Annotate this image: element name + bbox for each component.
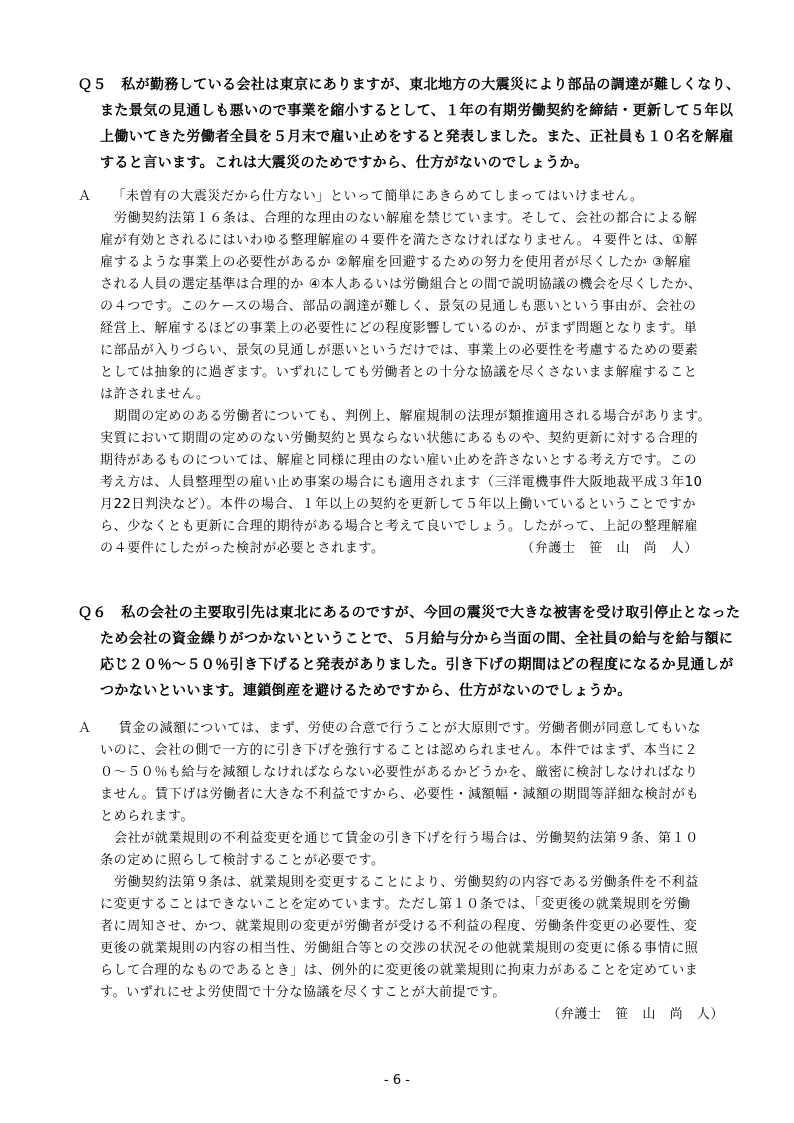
q5-line: 上働いてきた労働者全員を５月末で雇い止めをすると発表しました。また、正社員も１０名を解雇 [100,129,734,145]
question-q6 [78,600,741,704]
a6-line: 会社が就業規則の不利益変更を通じて賃金の引き下げを行う場合は、労働契約法第９条、第１０ [114,831,699,846]
q6-line: つかないといいます。連鎖倒産を避けるためですから、仕方がないのでしょうか。 [100,683,632,699]
a5-line: 実質において期間の定めのない労働契約と異ならない状態にあるものや、契約更新に対する合理的 [100,431,699,446]
a5-line: 期間の定めのある労働者についても、判例上、解雇規制の法理が類推適用される場合があります。 [114,409,712,424]
a6-line: に変更することはできないことを定めています。ただし第１０条では、「変更後の就業規則を労働 [100,897,691,912]
a5-line: される人員の選定基準は合理的か ④本人あるいは労働組合との間で説明協議の機会を尽くしたか、 [100,277,702,292]
author-signature: （弁護士 笹 山 尚 人） [547,1007,724,1022]
answer-a5 [78,186,738,560]
a5-line: 労働契約法第１６条は、合理的な理由のない解雇を禁じています。そして、会社の都合による解 [114,211,698,226]
answer-a6 [78,718,738,1026]
q5-line: また景気の見通しも悪いので事業を縮小するとして、１年の有期労働契約を締結・更新して５年以 [100,103,734,119]
a6-line: 更後の就業規則の内容の相当性、労働組合等との交渉の状況その他就業規則の変更に係る事情に照 [100,941,699,956]
a5-line: ら、少なくとも更新に合理的期待がある場合と考えて良いでしょう。したがって、上記の整理解雇 [100,519,699,534]
a5-line: 経営上、解雇するほどの事業上の必要性にどの程度影響しているのか、がまず問題となります。単 [100,321,698,336]
a5-line: 考え方は、人員整理型の雇い止め事案の場合にも適用されます（三洋電機事件大阪地裁平成３年10 [100,475,703,490]
a6-line: ０～５０％も給与を減額しなければならない必要性があるかどうかを、厳密に検討しなければなり [100,765,699,780]
a5-line: 雇が有効とされるにはいわゆる整理解雇の４要件を満たさなければなりません。４要件とは、①解 [100,233,698,248]
a6-line: ません。賃下げは労働者に大きな不利益ですから、必要性・減額幅・減額の期間等詳細な検討がも [100,787,700,802]
a5-line: 雇するような事業上の必要性があるか ②解雇を回避するための努力を使用者が尽くしたか ③解雇 [100,255,692,270]
a6-line: 条の定めに照らして検討することが必要です。 [100,853,385,868]
q6-line: Ｑ６ 私の会社の主要取引先は東北にあるのですが、今回の震災で大きな被害を受け取引停止となった [78,605,741,621]
a6-line: す。いずれにせよ労使間で十分な協議を尽くすことが大前提です。 [100,985,506,1000]
a6-line: Ａ 賃金の減額については、まず、労使の合意で行うことが大原則です。労働者側が同意してもいな [78,721,702,736]
a5-line: の４要件にしたがった検討が必要とされます。 （弁護士 笹 山 尚 人） [100,541,698,556]
a5-line: としては抽象的に過ぎます。いずれにしても労働者との十分な協議を尽くさないまま解雇すること [100,365,698,380]
q5-line: すると言います。これは大震災のためですから、仕方がないのでしょうか。 [100,155,589,171]
a6-line: 労働契約法第９条は、就業規則を変更することにより、労働契約の内容である労働条件を不利益 [114,875,699,890]
a5-line: の４つです。このケースの場合、部品の調達が難しく、景気の見通しも悪いという事由が、会社の [100,299,697,314]
q6-line: 応じ２０％～５０％引き下げると発表がありました。引き下げの期間はどの程度になるか見通しが [100,657,734,673]
question-q5 [78,72,741,176]
a6-line: らして合理的なものであるとき」は、例外的に変更後の就業規則に拘束力があることを定めていま [100,963,699,978]
a5-line: 月22日判決など）。本件の場合、１年以上の契約を更新して５年以上働いているということですか [100,497,697,512]
a6-line: 者に周知させ、かつ、就業規則の変更が労働者が受ける不利益の程度、労働条件変更の必要性、変 [100,919,698,934]
a5-line: に部品が入りづらい、景気の見通しが悪いというだけでは、事業上の必要性を考慮するための要素 [100,343,699,358]
a5-line: は許されません。 [100,387,210,402]
a6-line: いのに、会社の側で一方的に引き下げを強行することは認められません。本件ではまず、本当に２ [100,743,699,758]
a5-line: 期待があるものについては、解雇と同様に理由のない雇い止めを許さないとする考え方です。この [100,453,698,468]
a6-line: とめられます。 [100,809,195,824]
q6-line: ため会社の資金繰りがつかないということで、５月給与分から当面の間、全社員の給与を給与額に [100,631,734,647]
page-number: - 6 - [384,1073,410,1088]
q5-line: Ｑ５ 私が勤務している会社は東京にありますが、東北地方の大震災により部品の調達が難しくなり、 [78,77,741,93]
a5-line: Ａ 「未曽有の大震災だから仕方ない」といって簡単にあきらめてしまってはいけません。 [78,189,644,204]
